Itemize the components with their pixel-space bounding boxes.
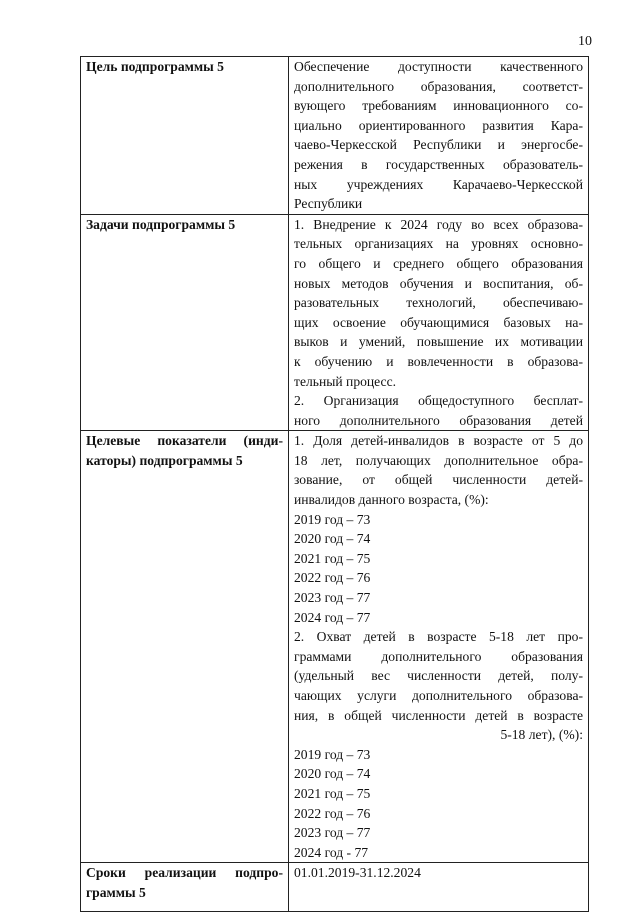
tasks-line: новых методов обучения и воспитания, об- xyxy=(294,275,583,291)
tasks-label: Задачи подпрограммы 5 xyxy=(86,216,236,232)
tasks-line: 1. Внедрение к 2024 году во всех образова- xyxy=(294,216,583,232)
goal-label-cell xyxy=(81,57,289,215)
indicator1-year-value: 2021 год – 75 xyxy=(294,550,371,566)
table-row-goal xyxy=(81,57,589,215)
indicator1-line: инвалидов данного возраста, (%): xyxy=(294,492,489,508)
tasks-value-cell xyxy=(289,214,589,431)
indicator2-line: 2. Охват детей в возрасте 5-18 лет про- xyxy=(294,629,583,645)
indicator2-line: (удельный вес численности детей, полу- xyxy=(294,668,583,684)
terms-value: 01.01.2019-31.12.2024 xyxy=(294,865,421,881)
indicator1-line: 18 лет, получающих дополнительное обра- xyxy=(294,452,583,468)
tasks-line: ного дополнительного образования детей xyxy=(294,412,583,428)
goal-line: Обеспечение доступности качественного xyxy=(294,59,583,74)
goal-line: режения в государственных образователь- xyxy=(294,156,583,172)
indicator2-year-value: 2022 год – 76 xyxy=(294,805,371,821)
goal-line: дополнительного образования, соответст- xyxy=(294,78,583,94)
goal-value-cell xyxy=(289,57,589,215)
tasks-line: 2. Организация общедоступного бесплат- xyxy=(294,393,583,409)
indicator1-year-value: 2022 год – 76 xyxy=(294,570,371,586)
indicator1-year-value: 2023 год – 77 xyxy=(294,590,371,606)
goal-line: циально ориентированного развития Кара- xyxy=(294,117,583,133)
indicator2-line: 5-18 лет), (%): xyxy=(500,727,583,743)
indicator1-year-value: 2024 год – 77 xyxy=(294,609,371,625)
indicator1-line: 1. Доля детей-инвалидов в возрасте от 5 до xyxy=(294,433,583,449)
tasks-line: тельных организациях на уровнях основно- xyxy=(294,236,583,252)
indicator2-year-value: 2024 год - 77 xyxy=(294,844,369,860)
tasks-line: к обучению и вовлеченности в образова- xyxy=(294,353,583,369)
goal-line: чаево-Черкесской Республики и энергосбе- xyxy=(294,137,583,153)
page-number: 10 xyxy=(578,34,592,49)
tasks-line: щих освоение обучающимися базовых на- xyxy=(294,314,583,330)
indicators-label-cell xyxy=(81,431,289,863)
tasks-line: тельный процесс. xyxy=(294,373,397,389)
indicator1-line: зование, от общей численности детей- xyxy=(294,472,583,488)
terms-label-line: Сроки реализации подпро- xyxy=(86,865,283,881)
tasks-label-cell xyxy=(81,214,289,431)
terms-label-line: граммы 5 xyxy=(86,884,146,900)
indicators-value-cell xyxy=(289,431,589,863)
tasks-line: разовательных технологий, обеспечиваю- xyxy=(294,295,583,311)
indicator2-year-value: 2021 год – 75 xyxy=(294,785,371,801)
table-row-tasks xyxy=(81,214,589,431)
table-row-terms xyxy=(81,863,589,912)
indicator2-year-value: 2019 год – 73 xyxy=(294,746,371,762)
indicator2-line: ния, в общей численности детей в возрасте xyxy=(294,707,583,723)
goal-line: ных учреждениях Карачаево-Черкесской xyxy=(294,176,583,192)
tasks-line: го общего и среднего общего образования xyxy=(294,255,583,271)
terms-value-cell xyxy=(289,863,589,912)
tasks-line: выков и умений, повышение их мотивации xyxy=(294,334,583,350)
subprogram-passport-table xyxy=(80,56,589,912)
table-row-indicators xyxy=(81,431,589,863)
indicator2-line: чающих услуги дополнительного образова- xyxy=(294,688,583,703)
goal-line: вующего требованиям инновационного со- xyxy=(294,98,583,114)
terms-label-cell xyxy=(81,863,289,912)
indicator1-year-value: 2019 год – 73 xyxy=(294,511,371,527)
indicator2-line: граммами дополнительного образования xyxy=(294,648,583,664)
goal-line: Республики xyxy=(294,196,363,212)
goal-label: Цель подпрограммы 5 xyxy=(86,59,224,74)
indicators-label-line: каторы) подпрограммы 5 xyxy=(86,452,243,468)
indicator1-year-value: 2020 год – 74 xyxy=(294,531,371,547)
indicator2-year-value: 2023 год – 77 xyxy=(294,825,371,841)
indicator2-year-value: 2020 год – 74 xyxy=(294,766,371,782)
indicators-label-line: Целевые показатели (инди- xyxy=(86,433,283,449)
